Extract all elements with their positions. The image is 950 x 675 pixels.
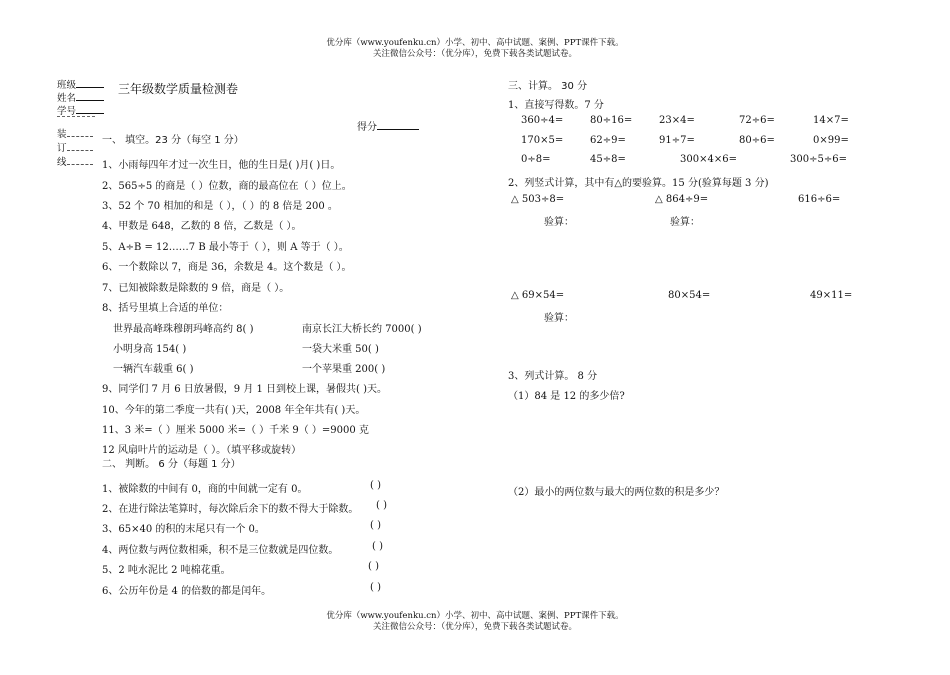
judge-item-2: 2、在进行除法笔算时，每次除后余下的数不得大于除数。 xyxy=(102,504,359,515)
s1-item-4: 4、甲数是 648，乙数的 8 倍，乙数是（ ）。 xyxy=(102,221,302,232)
judge-bracket-4[interactable]: ( ) xyxy=(372,541,383,552)
check-label-2: 验算： xyxy=(670,217,700,228)
ding-dash xyxy=(67,141,93,151)
s1-item-1: 1、小雨每四年才过一次生日，他的生日是( )月( )日。 xyxy=(102,160,341,171)
unit-item-3: 小明身高 154( ) xyxy=(113,344,187,355)
binding-ding xyxy=(57,140,93,154)
sub1-heading: 1、直接写得数。7 分 xyxy=(508,100,604,111)
judge-bracket-3[interactable]: ( ) xyxy=(370,520,381,531)
oral-2-4: 80÷6= xyxy=(739,135,775,146)
judge-item-1: 1、被除数的中间有 0，商的中间就一定有 0。 xyxy=(102,484,308,495)
unit-item-5: 一辆汽车载重 6( ) xyxy=(113,364,194,375)
class-field xyxy=(57,77,104,91)
s1-item-6: 6、一个数除以 7，商是 36，余数是 4。这个数是（ ）。 xyxy=(102,262,352,273)
zhuang-char: 装 xyxy=(57,129,67,140)
vertical-1: △ 503÷8= xyxy=(511,194,565,205)
header-line-2: 关注微信公众号：（优分库），免费下载各类试题试卷。 xyxy=(372,49,577,59)
oral-3-1: 0÷8= xyxy=(521,154,551,165)
oral-1-4: 72÷6= xyxy=(739,115,775,126)
s1-item-2: 2、565÷5 的商是（ ）位数，商的最高位在（ ）位上。 xyxy=(102,181,352,192)
section1-heading: 一、 填空。23 分（每空 1 分） xyxy=(102,135,244,146)
vertical-3: 616÷6= xyxy=(798,194,841,205)
header-line-1: 优分库（www.youfenku.cn）小学、初中、高中试题、案例、PPT课件下载。 xyxy=(326,38,624,48)
word-problem-2: （2）最小的两位数与最大的两位数的积是多少？ xyxy=(508,487,725,498)
page-title: 三年级数学质量检测卷 xyxy=(118,82,239,96)
judge-item-4: 4、两位数与两位数相乘，积不是三位数就是四位数。 xyxy=(102,545,339,556)
check-label-1: 验算： xyxy=(544,217,574,228)
unit-item-6: 一个苹果重 200( ) xyxy=(302,364,386,375)
judge-item-5: 5、2 吨水泥比 2 吨棉花重。 xyxy=(102,565,231,576)
footer-line-1: 优分库（www.youfenku.cn）小学、初中、高中试题、案例、PPT课件下载。 xyxy=(326,611,624,621)
vertical-4: △ 69×54= xyxy=(511,290,565,301)
unit-item-4: 一袋大米重 50( ) xyxy=(302,344,379,355)
score-label: 得分 xyxy=(357,122,377,133)
vertical-5: 80×54= xyxy=(668,290,711,301)
ding-char: 订 xyxy=(57,143,67,154)
unit-item-1: 世界最高峰珠穆朗玛峰高约 8( ) xyxy=(113,324,254,335)
sub3-heading: 3、列式计算。 8 分 xyxy=(508,371,598,382)
judge-bracket-1[interactable]: ( ) xyxy=(370,480,381,491)
oral-1-2: 80÷16= xyxy=(590,115,633,126)
name-blank xyxy=(76,91,104,101)
vertical-2: △ 864÷9= xyxy=(655,194,709,205)
oral-1-1: 360÷4= xyxy=(521,115,564,126)
s1-item-9: 9、同学们 7 月 6 日放暑假，9 月 1 日到校上课，暑假共( )天。 xyxy=(102,384,388,395)
class-blank xyxy=(76,78,104,88)
judge-bracket-5[interactable]: ( ) xyxy=(368,561,379,572)
oral-3-3: 300×4×6= xyxy=(680,154,737,165)
s1-item-5: 5、A÷B = 12……7 B 最小等于（ ），则 A 等于（ ）。 xyxy=(102,242,349,253)
judge-item-3: 3、65×40 的积的末尾只有一个 0。 xyxy=(102,524,265,535)
zhuang-dash xyxy=(67,127,93,137)
number-label: 学号 xyxy=(57,106,77,117)
oral-2-5: 0×99= xyxy=(813,135,849,146)
oral-2-1: 170×5= xyxy=(521,135,564,146)
judge-bracket-6[interactable]: ( ) xyxy=(370,582,381,593)
name-field xyxy=(57,90,104,104)
xian-char: 线 xyxy=(57,157,67,168)
vertical-6: 49×11= xyxy=(810,290,853,301)
oral-1-5: 14×7= xyxy=(813,115,849,126)
binding-xian xyxy=(57,154,93,168)
score-blank xyxy=(377,120,419,130)
judge-bracket-2[interactable]: ( ) xyxy=(376,500,387,511)
s1-item-8: 8、括号里填上合适的单位： xyxy=(102,303,229,314)
xian-dash xyxy=(67,155,93,165)
oral-3-4: 300÷5÷6= xyxy=(790,154,847,165)
oral-3-2: 45÷8= xyxy=(590,154,626,165)
name-label: 姓名 xyxy=(57,93,77,104)
footer-line-2: 关注微信公众号：（优分库），免费下载各类试题试卷。 xyxy=(372,622,577,632)
unit-item-2: 南京长江大桥长约 7000( ) xyxy=(302,324,422,335)
judge-item-6: 6、公历年份是 4 的倍数的都是闰年。 xyxy=(102,586,272,597)
number-field xyxy=(57,103,104,117)
class-label: 班级 xyxy=(57,80,77,91)
oral-2-2: 62÷9= xyxy=(590,135,626,146)
oral-2-3: 91÷7= xyxy=(659,135,695,146)
section2-heading: 二、 判断。 6 分（每题 1 分） xyxy=(102,459,241,470)
number-blank xyxy=(76,104,104,114)
s1-item-7: 7、已知被除数是除数的 9 倍，商是（ ）。 xyxy=(102,283,290,294)
binding-zhuang xyxy=(57,126,93,140)
s1-item-11: 11、3 米=（ ）厘米 5000 米=（ ）千米 9（ ）=9000 克 xyxy=(102,425,369,436)
sub2-heading: 2、列竖式计算，其中有△的要验算。15 分(验算每题 3 分) xyxy=(508,178,769,189)
binding-dash-1 xyxy=(57,116,95,117)
section3-heading: 三、计算。 30 分 xyxy=(508,81,588,92)
oral-1-3: 23×4= xyxy=(659,115,695,126)
s1-item-10: 10、今年的第二季度一共有( )天，2008 年全年共有( )天。 xyxy=(102,405,366,416)
s1-item-3: 3、52 个 70 相加的和是（ ），（ ）的 8 倍是 200 。 xyxy=(102,201,338,212)
word-problem-1: （1）84 是 12 的多少倍? xyxy=(508,391,625,402)
check-label-3: 验算： xyxy=(544,313,574,324)
s1-item-12: 12 风扇叶片的运动是（ ）。（填平移或旋转） xyxy=(102,445,302,456)
score-field xyxy=(357,118,419,133)
